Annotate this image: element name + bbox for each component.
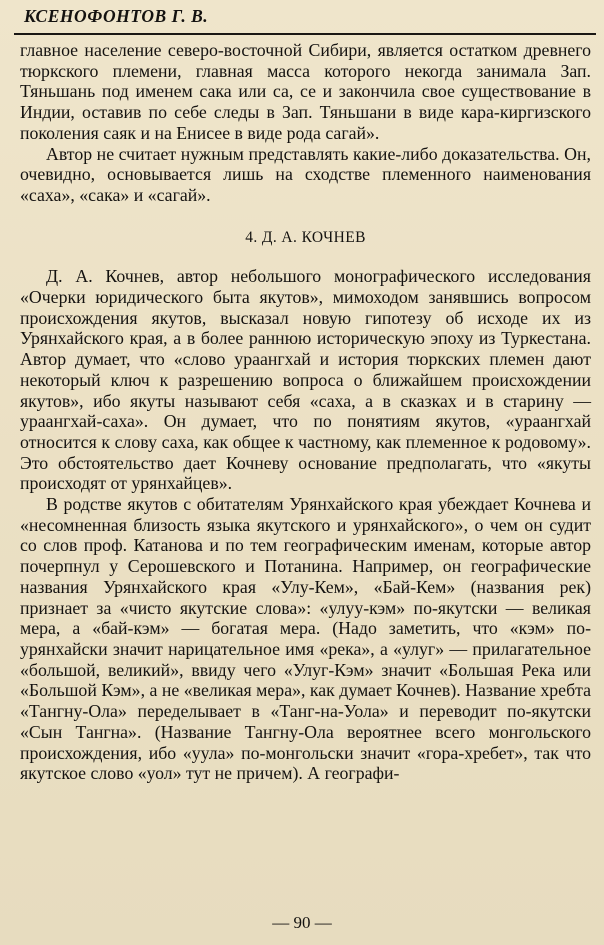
body-text bbox=[20, 40, 591, 784]
section-heading bbox=[20, 228, 591, 249]
paragraph: Д. А. Кочнев, автор небольшого монографического исследования «Очерки юридического быта якутов», мимоходом занявшись вопросом происхождения якутов, высказал новую гипотезу об исходе их из Урянхайского края, а в более раннюю историческую эпоху из Туркестана. Автор думает, что «слово ураангхай и история тюркских племен дают некоторый ключ к разрешению вопроса о ближайшем происхождении якутов», ибо якуты называют себя «саха, а в сказках и в старину — ураангхай-саха». Он думает, что по понятиям якутов, «ураангхай относится к слову саха, как общее к частному, как племенное к родовому». Это обстоятельство дает Кочневу основание предполагать, что «якуты происходят от урянхайцев». bbox=[20, 266, 591, 494]
running-head: КСЕНОФОНТОВ Г. В. bbox=[24, 6, 209, 26]
header-rule bbox=[14, 33, 596, 35]
page-number: — 90 — bbox=[272, 913, 332, 932]
section-number: 4. bbox=[245, 228, 258, 246]
section-title: Д. А. КОЧНЕВ bbox=[261, 228, 366, 246]
paragraph-continued: главное население северо-восточной Сибири, является остатком древнего тюркского племени, главная масса которого некогда занимала Зап. Тяньшань под именем сака или са, се и закончила свое существование в Индии, оставив по себе следы в Зап. Тяньшани в виде кара-киргизского поколения саяк и на Енисее в виде рода сагай». bbox=[20, 40, 591, 143]
paragraph: Автор не считает нужным представлять какие-либо доказательства. Он, очевидно, основывается лишь на сходстве племенного наименования «саха», «сака» и «сагай». bbox=[20, 143, 591, 205]
paragraph: В родстве якутов с обитателям Урянхайского края убеждает Кочнева и «несомненная близость языка якутского и урянхайского», о чем он судит со слов проф. Катанова и по тем географическим именам, которые автор почерпнул у Серошевского и Потанина. Например, он географические названия Урянхайского края «Улу-Кем», «Бай-Кем» (названия рек) признает за «чисто якутские слова»: «улуу-кэм» по-якутски — великая мера, а «бай-кэм» — богатая мера. (Надо заметить, что «кэм» по-урянхайски значит нарицательное имя «река», а «улуг» — прилагательное «большой, великий», ввиду чего «Улуг-Кэм» значит «Большая Река или «Большой Кэм», а не «великая мера», как думает Кочнев). Название хребта «Тангну-Ола» переделывает в «Танг-на-Уола» и переводит по-якутски «Сын Тангна». (Название Тангну-Ола вероятнее всего монгольского происхождения, ибо «уула» по-монгольски значит «гора-хребет», так что якутское слово «уол» тут не причем). А географи- bbox=[20, 494, 591, 784]
